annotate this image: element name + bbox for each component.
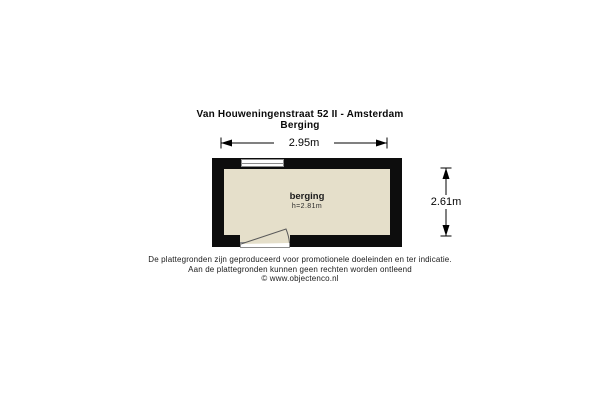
height-dimension-label: 2.61m (416, 195, 476, 209)
width-dimension-label: 2.95m (274, 136, 334, 150)
room-label: berging (289, 191, 325, 202)
door-swing-arc (236, 224, 296, 248)
footer-disclaimer (0, 255, 600, 284)
copyright-line: © www.objectenco.nl (261, 274, 339, 283)
window-symbol (241, 159, 284, 167)
page-title-line1: Van Houweningenstraat 52 II - Amsterdam (196, 109, 404, 120)
window-glass-line (242, 163, 283, 164)
disclaimer-line1: De plattegronden zijn geproduceerd voor promotionele doeleinden en ter indicatie. (148, 255, 452, 264)
disclaimer-line2: Aan de plattegronden kunnen geen rechten worden ontleend (188, 264, 412, 274)
page-title-line2: Berging (280, 120, 320, 131)
room-height-label: h=2.81m (291, 203, 323, 210)
page-title (0, 109, 600, 131)
